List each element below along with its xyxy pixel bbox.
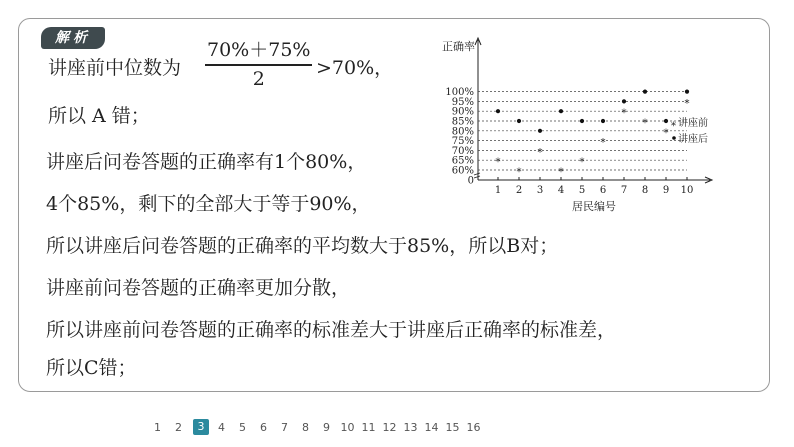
line-before-dispersed: 讲座前问卷答题的正确率更加分散，	[46, 277, 351, 299]
y-tick-label: 100%	[445, 87, 474, 99]
page-link-13[interactable]: 13	[403, 420, 418, 434]
fraction-denominator: 2	[252, 67, 265, 90]
x-tick-label: 5	[578, 185, 586, 196]
page-link-7[interactable]: 7	[281, 420, 288, 434]
x-tick-label: 9	[662, 185, 670, 196]
after-lecture-point	[664, 119, 668, 123]
line-std-compare: 所以讲座前问卷答题的正确率的标准差大于讲座后正确率的标准差，	[46, 319, 617, 341]
analysis-tag: 解析	[41, 27, 105, 49]
x-axis-label: 居民编号	[572, 200, 616, 213]
line-median-suffix: >70%，	[316, 57, 394, 79]
after-lecture-point	[538, 129, 542, 133]
page-link-15[interactable]: 15	[445, 420, 460, 434]
after-lecture-point	[685, 90, 689, 94]
y-tick-label: 70%	[451, 145, 474, 157]
after-lecture-point	[622, 99, 626, 103]
line-conclusion-b: 所以讲座后问卷答题的正确率的平均数大于85%，所以B对；	[46, 235, 559, 257]
page-link-1[interactable]: 1	[154, 420, 161, 434]
after-lecture-point	[580, 119, 584, 123]
before-lecture-point: *	[558, 167, 564, 178]
x-tick-label: 4	[557, 185, 565, 196]
before-lecture-point: *	[684, 98, 690, 110]
y-axis-label: 正确率	[442, 40, 475, 53]
after-lecture-point	[601, 119, 605, 123]
line-after-80: 讲座后问卷答题的正确率有1个80%，	[46, 151, 367, 173]
fraction-bar	[205, 64, 312, 66]
page-link-10[interactable]: 10	[340, 420, 355, 434]
page-link-5[interactable]: 5	[239, 420, 246, 434]
page-link-2[interactable]: 2	[175, 420, 182, 434]
page-link-14[interactable]: 14	[424, 420, 439, 434]
axis-break-mark	[474, 173, 480, 178]
line-conclusion-a: 所以 A 错；	[48, 105, 150, 127]
page-link-12[interactable]: 12	[382, 420, 397, 434]
after-lecture-point	[496, 109, 500, 113]
x-tick-label: 2	[515, 185, 523, 196]
accuracy-scatter-chart	[434, 36, 722, 218]
before-lecture-point: *	[579, 157, 585, 169]
page-link-4[interactable]: 4	[218, 420, 225, 434]
page-link-3[interactable]: 3	[193, 419, 209, 435]
legend-marker-after	[672, 136, 676, 140]
median-fraction	[205, 35, 312, 90]
line-median-prefix: 讲座前中位数为	[48, 57, 182, 79]
legend-label-after: 讲座后	[678, 134, 708, 145]
fraction-numerator: 70%＋75%	[207, 39, 311, 61]
page-link-16[interactable]: 16	[466, 420, 481, 434]
y-tick-label: 75%	[451, 136, 474, 148]
x-tick-label: 7	[620, 185, 628, 196]
before-lecture-point: *	[621, 108, 627, 120]
after-lecture-point	[517, 119, 521, 123]
page-link-11[interactable]: 11	[361, 420, 376, 434]
before-lecture-point: *	[537, 147, 543, 159]
legend-marker-before: *	[671, 121, 676, 132]
x-tick-label: 1	[494, 185, 502, 196]
after-lecture-point	[559, 109, 563, 113]
x-tick-label: 10	[680, 185, 694, 196]
x-tick-label: 3	[536, 185, 544, 196]
page-link-8[interactable]: 8	[302, 420, 309, 434]
y-tick-label: 90%	[451, 106, 474, 118]
before-lecture-point: *	[600, 137, 606, 149]
page-navigator	[148, 416, 485, 438]
legend-label-before: 讲座前	[678, 118, 708, 129]
y-tick-label: 60%	[451, 165, 474, 177]
line-after-85: 4个85%，剩下的全部大于等于90%，	[46, 193, 371, 215]
y-tick-label: 80%	[451, 126, 474, 138]
page-link-6[interactable]: 6	[260, 420, 267, 434]
before-lecture-point: *	[516, 167, 522, 178]
page-link-9[interactable]: 9	[323, 420, 330, 434]
line-conclusion-c: 所以C错；	[46, 357, 137, 379]
x-tick-label: 6	[599, 185, 607, 196]
before-lecture-point: *	[495, 157, 501, 169]
after-lecture-point	[643, 90, 647, 94]
before-lecture-point: *	[663, 127, 669, 139]
y-tick-label: 85%	[451, 116, 474, 128]
before-lecture-point: *	[642, 118, 648, 129]
y-tick-label: 0	[467, 175, 474, 187]
y-tick-label: 95%	[451, 96, 474, 108]
x-tick-label: 8	[641, 185, 649, 196]
y-tick-label: 65%	[451, 155, 474, 167]
